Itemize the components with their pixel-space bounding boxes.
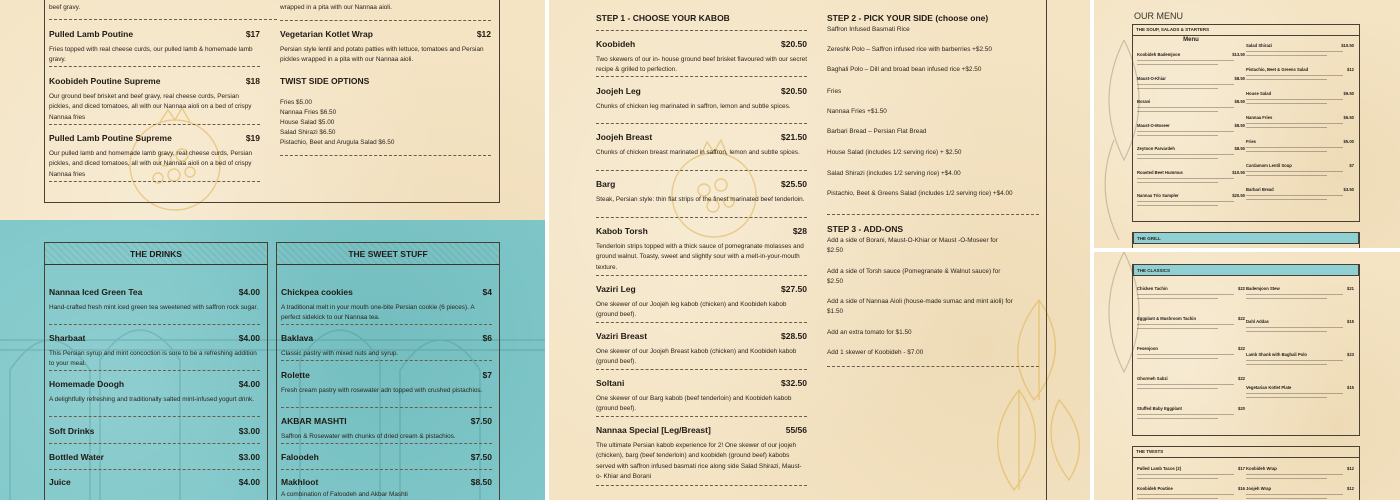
- twist-option: Nannaa Fries $6.50: [280, 109, 337, 116]
- item-desc-placeholder: [1137, 478, 1218, 480]
- item-price: 55/56: [785, 425, 807, 435]
- item-price: $10.50: [1232, 169, 1245, 175]
- item-price: $6: [482, 333, 492, 343]
- mini-menu-item: [1246, 43, 1354, 57]
- item-desc-placeholder: [1137, 354, 1234, 356]
- side-option: Barbari Bread – Persian Flat Bread: [827, 128, 927, 135]
- kabob-item: [596, 226, 807, 273]
- item-price: $8.50: [1234, 75, 1245, 81]
- item-name: Chickpea cookies: [281, 287, 353, 297]
- addon-option: Add a side of Nannaa Aioli (house-made sumac and mint aioli) for: [827, 298, 1013, 305]
- item-name: Vaziri Breast: [596, 331, 648, 341]
- item-desc: Persian style lentil and potato patties with lettuce, tomatoes and Persian pickles wrapped in a pita with our Nannaa aioli.: [280, 46, 484, 64]
- side-option: Salad Shirazi (includes 1/2 serving rice) +$4.00: [827, 170, 961, 177]
- item-desc-placeholder: [1137, 135, 1218, 137]
- mini-menu-item: [1137, 193, 1245, 207]
- item-desc-placeholder: [1246, 478, 1327, 480]
- mini-menu-item: [1137, 486, 1245, 500]
- item-name: Rolette: [281, 370, 310, 380]
- item-desc: Chunks of chicken breast marinated in saffron, lemon and subtle spices.: [596, 149, 800, 156]
- item-name: Nannaa Trio Sampler: [1137, 193, 1179, 198]
- item-desc-placeholder: [1246, 51, 1343, 53]
- item-price: $28: [792, 226, 807, 236]
- item-name: Koobideh Bademjoon: [1137, 52, 1181, 57]
- kabob-item: [596, 132, 807, 158]
- mini-menu-item: [1246, 352, 1354, 366]
- item-name: Bademjoon Stew: [1246, 286, 1280, 291]
- item-desc: A combination of Faloodeh and Akbar Mashti: [281, 491, 408, 498]
- item-desc-placeholder: [1137, 358, 1218, 360]
- item-desc-placeholder: [1246, 127, 1327, 129]
- item-name: Soft Drinks: [49, 426, 95, 436]
- item-price: $28.50: [781, 331, 807, 341]
- item-desc-placeholder: [1137, 158, 1218, 160]
- item-desc: Fresh cream pastry with rosewater adn topped with crushed pistachios.: [281, 387, 483, 394]
- item-desc-placeholder: [1137, 205, 1218, 207]
- item-desc-placeholder: [1246, 79, 1327, 81]
- item-desc-placeholder: [1246, 397, 1327, 399]
- item-desc-placeholder: [1137, 111, 1218, 113]
- addon-option: $1.50: [827, 308, 843, 315]
- side-option: Fries: [827, 88, 842, 95]
- twist-option: Pistachio, Beet and Arugula Salad $6.50: [280, 139, 395, 146]
- item-desc-placeholder: [1246, 298, 1327, 300]
- mini-menu-item: [1246, 139, 1354, 153]
- step1-title: STEP 1 - CHOOSE YOUR KABOB: [596, 13, 730, 23]
- our-menu-title: OUR MENU: [1134, 11, 1183, 21]
- item-name: Pistachio, Beet & Greens Salad: [1246, 67, 1309, 72]
- item-price: $12: [1347, 67, 1354, 72]
- side-option: Zereshk Polo – Saffron infused rice with barberries +$2.50: [827, 46, 992, 53]
- item-desc-placeholder: [1246, 364, 1327, 366]
- sweet-item: [281, 477, 492, 500]
- item-name: Stuffed Baby Eggplant: [1137, 406, 1182, 411]
- addon-option: $2.50: [827, 247, 843, 254]
- twist-option: Salad Shirazi $6.50: [280, 129, 336, 136]
- item-name: Lamb Shank with Baghali Polo: [1246, 352, 1307, 357]
- menu-panel-poutine-drinks: [0, 0, 545, 500]
- sweet-item: [281, 416, 492, 442]
- item-name: Koobideh: [596, 39, 636, 49]
- item-price: $12: [476, 29, 491, 39]
- item-name: Nannaa Special [Leg/Breast]: [596, 425, 711, 435]
- kabob-item: [596, 179, 807, 205]
- item-desc: Classic pastry with mixed nuts and syrup.: [281, 350, 399, 357]
- item-price: $3.50: [1343, 187, 1354, 192]
- item-desc-placeholder: [1246, 151, 1327, 153]
- item-name: Pulled Lamb Poutine: [49, 29, 134, 39]
- item-price: $21: [1347, 286, 1354, 291]
- item-price: $22: [1238, 346, 1245, 351]
- item-name: Vegetarian Kotlet Wrap: [280, 29, 373, 39]
- item-name: Barbari Bread: [1246, 187, 1274, 192]
- mini-menu-item: [1137, 52, 1245, 66]
- item-price: $23: [1347, 352, 1354, 357]
- item-price: $27.50: [781, 284, 807, 294]
- mini-menu-item: [1246, 385, 1354, 399]
- menu-overview-page-bottom: [1094, 252, 1400, 500]
- item-price: $7.50: [470, 452, 492, 462]
- mini-menu-item: [1137, 170, 1245, 184]
- item-desc-placeholder: [1137, 414, 1234, 416]
- item-desc-placeholder: [1246, 474, 1343, 476]
- mini-menu-item: [1137, 406, 1245, 420]
- item-price: $7: [1349, 163, 1354, 168]
- item-price: $20: [1238, 406, 1245, 411]
- item-desc: Hand-crafted fresh mint iced green tea sweetened with saffron rock sugar.: [49, 304, 259, 311]
- kabob-item: [596, 39, 807, 76]
- item-desc-placeholder: [1246, 103, 1327, 105]
- item-name: Koobideh Poutine Supreme: [49, 76, 161, 86]
- item-name: House Salad: [1246, 91, 1272, 96]
- item-price: $22: [1238, 316, 1245, 321]
- menu-item-pulled-lamb-poutine-supreme: [49, 133, 260, 180]
- item-price: $8.50: [470, 477, 492, 487]
- item-desc-placeholder: [1137, 494, 1234, 496]
- item-name: Sharbaat: [49, 333, 86, 343]
- addon-option: $2.50: [827, 278, 843, 285]
- item-name: Roasted Beet Hummus: [1137, 169, 1183, 175]
- item-price: $10.50: [1341, 43, 1354, 48]
- mini-menu-item: [1246, 67, 1354, 81]
- item-desc-placeholder: [1246, 294, 1343, 296]
- item-desc-placeholder: [1137, 84, 1234, 86]
- item-desc-placeholder: [1246, 99, 1343, 101]
- mini-menu-item: [1246, 486, 1354, 500]
- item-price: $4: [482, 287, 492, 297]
- item-desc: Chunks of chicken leg marinated in saffron, lemon and subtle spices.: [596, 103, 791, 110]
- item-desc-placeholder: [1137, 201, 1234, 203]
- step2-title: STEP 2 - PICK YOUR SIDE (choose one): [827, 13, 989, 23]
- item-name: Maust-O-Khiar: [1137, 75, 1166, 81]
- item-desc: One skewer of our Joojeh leg kabob (chicken) and Koobideh kabob (ground beef).: [596, 301, 787, 319]
- item-desc-placeholder: [1137, 474, 1234, 476]
- mini-menu-item: [1137, 346, 1245, 360]
- twist-option: House Salad $5.00: [280, 119, 335, 126]
- grill-section: [1132, 232, 1360, 248]
- item-desc-placeholder: [1137, 324, 1234, 326]
- item-name: Ghormeh Sabzi: [1137, 376, 1168, 381]
- item-desc-placeholder: [1137, 131, 1234, 133]
- item-price: $20.50: [781, 86, 807, 96]
- item-desc-placeholder: [1246, 175, 1327, 177]
- sweet-item: [281, 287, 492, 324]
- kabob-item: [596, 425, 807, 483]
- item-desc: Two skewers of our in- house ground beef brisket flavoured with our secret recipe & grilled to perfection.: [596, 56, 807, 74]
- side-option: Saffron Infused Basmati Rice: [827, 26, 910, 33]
- item-name: Faloodeh: [281, 452, 319, 462]
- item-desc-placeholder: [1137, 328, 1218, 330]
- mini-menu-item: [1246, 286, 1354, 300]
- item-price: $4.00: [238, 379, 260, 389]
- item-price: $17: [245, 29, 260, 39]
- drink-item: [49, 426, 260, 436]
- kabob-item: [596, 331, 807, 368]
- sweet-item: [281, 370, 492, 396]
- item-desc-placeholder: [1137, 107, 1234, 109]
- drink-item: [49, 452, 260, 462]
- item-price: $15: [1347, 385, 1354, 390]
- mini-menu-item: [1246, 163, 1354, 177]
- item-desc-placeholder: [1137, 178, 1234, 180]
- item-name: Vaziri Leg: [596, 284, 636, 294]
- drink-item: [49, 477, 260, 487]
- item-desc-placeholder: [1137, 154, 1234, 156]
- item-name: Soltani: [596, 378, 625, 388]
- item-desc-placeholder: [1137, 418, 1218, 420]
- sweets-title: THE SWEET STUFF: [277, 243, 499, 265]
- item-desc-placeholder: [1246, 171, 1343, 173]
- item-name: Juice: [49, 477, 71, 487]
- addon-option: Add an extra tomato for $1.50: [827, 329, 912, 336]
- item-desc: Tenderloin strips topped with a thick sauce of pomegranate molasses and ground walnut. Toasty, sweet and slightly sour with a melt-in-your-mouth texture.: [596, 243, 804, 271]
- sweet-item: [281, 333, 492, 359]
- item-desc-placeholder: [1246, 393, 1343, 395]
- item-price: $17: [1238, 466, 1245, 471]
- item-name: Fries: [1246, 139, 1257, 144]
- mini-menu-item: [1137, 76, 1245, 90]
- drink-item: [49, 287, 260, 313]
- item-price: $22: [1238, 376, 1245, 381]
- item-desc-placeholder: [1137, 64, 1218, 66]
- item-price: $4.00: [238, 477, 260, 487]
- item-price: $8.50: [1234, 146, 1245, 151]
- drink-item: [49, 379, 260, 405]
- menu-item-pulled-lamb-poutine: [49, 29, 260, 66]
- item-price: $12: [1347, 486, 1354, 491]
- item-name: Cardamom Lentil Soup: [1246, 163, 1292, 168]
- item-desc-fragment: wrapped in a pita with our Nannaa aioli.: [280, 4, 392, 11]
- item-name: Koobideh Poutine: [1137, 486, 1173, 491]
- item-price: $3.00: [238, 452, 260, 462]
- mini-menu-item: [1137, 99, 1245, 113]
- item-price: $15: [1347, 319, 1354, 324]
- item-price: $8.50: [1234, 99, 1245, 104]
- item-desc-placeholder: [1246, 123, 1343, 125]
- drinks-title: THE DRINKS: [45, 243, 267, 265]
- item-name: Dahl Addas: [1246, 319, 1269, 324]
- menu-item-koobideh-poutine-supreme: [49, 76, 260, 123]
- item-desc-placeholder: [1246, 199, 1327, 201]
- item-desc: One skewer of our Joojeh Breast kabob (chicken) and Koobideh kabob (ground beef).: [596, 348, 797, 366]
- item-name: Maust-O-Moseer: [1137, 122, 1170, 128]
- item-desc-placeholder: [1246, 494, 1343, 496]
- mini-menu-item: [1137, 376, 1245, 390]
- mini-menu-item: [1137, 466, 1245, 480]
- item-name: Pulled Lamb Tacos (2): [1137, 466, 1182, 471]
- item-price: $13.50: [1232, 52, 1245, 57]
- item-price: $16: [1238, 486, 1245, 491]
- item-price: $20.50: [781, 39, 807, 49]
- item-name: Bottled Water: [49, 452, 104, 462]
- grill-bar: THE GRILL: [1133, 232, 1359, 244]
- item-desc-placeholder: [1246, 195, 1343, 197]
- item-desc-placeholder: [1246, 327, 1343, 329]
- menu-label: Menu: [1183, 37, 1199, 43]
- item-price: $7.50: [470, 416, 492, 426]
- item-desc-placeholder: [1137, 88, 1218, 90]
- item-price: $5.00: [1343, 139, 1354, 144]
- menu-panel-kabob-steps: [549, 0, 1090, 500]
- addon-option: Add 1 skewer of Koobideh - $7.00: [827, 349, 924, 356]
- mini-menu-item: [1137, 123, 1245, 137]
- addon-option: Add a side of Torsh sauce (Pomegranate & Walnut sauce) for: [827, 268, 1001, 275]
- item-desc-placeholder: [1137, 60, 1234, 62]
- item-desc: Steak, Persian style: thin flat strips of the finest marinated beef tenderloin.: [596, 196, 805, 203]
- item-price: $32.50: [781, 378, 807, 388]
- mini-menu-item: [1246, 466, 1354, 480]
- item-name: Salad Shirazi: [1246, 43, 1273, 48]
- item-price: $7: [482, 370, 492, 380]
- item-name: Joojeh Wrap: [1246, 486, 1272, 491]
- item-desc-placeholder: [1246, 331, 1327, 333]
- item-desc: Saffron & Rosewater with chunks of dried cream & pistachios.: [281, 433, 456, 440]
- item-desc: Our ground beef brisket and beef gravy, real cheese curds, Persian pickles, and diced tomatoes, all with our Nannaa aioli on a bed of crispy Nannaa fries: [49, 93, 252, 121]
- item-name: Baklava: [281, 333, 314, 343]
- drink-item: [49, 333, 260, 370]
- item-desc: A traditional melt in your mouth one-bite Persian cookie (6 pieces). A perfect sidekick to our Nannaa tea.: [281, 304, 475, 322]
- side-option: House Salad (includes 1/2 serving rice) + $2.50: [827, 149, 962, 156]
- item-name: Koobideh Wrap: [1246, 466, 1277, 471]
- item-desc-placeholder: [1246, 55, 1327, 57]
- side-option: Pistachio, Beet & Greens Salad (includes 1/2 serving rice) +$4.00: [827, 190, 1013, 197]
- item-price: $12: [1347, 466, 1354, 471]
- side-option: Baghali Polo – Dill and broad bean infused rice +$2.50: [827, 66, 982, 73]
- item-price: $4.00: [238, 333, 260, 343]
- item-name: Homemade Doogh: [49, 379, 125, 389]
- item-price: $19: [245, 133, 260, 143]
- sweet-item: [281, 452, 492, 462]
- item-name: Nannaa Iced Green Tea: [49, 287, 143, 297]
- item-desc: This Persian syrup and mint concoction is sure to be a refreshing addition to your meal.: [49, 350, 257, 368]
- item-desc-placeholder: [1246, 360, 1343, 362]
- item-name: Nannaa Fries: [1246, 115, 1273, 120]
- item-price: $9.50: [1343, 91, 1354, 96]
- item-desc: One skewer of our Barg kabob (beef tenderloin) and Koobideh kabob (ground beef).: [596, 395, 792, 413]
- item-price: $21.50: [781, 132, 807, 142]
- classics-bar: THE CLASSICS: [1133, 264, 1359, 276]
- item-price: $6.50: [1343, 115, 1354, 120]
- item-price: $22: [1238, 286, 1245, 291]
- twists-bar: THE TWISTS: [1133, 446, 1359, 458]
- item-name: Pulled Lamb Poutine Supreme: [49, 133, 172, 143]
- item-name: Fesenjoon: [1137, 346, 1158, 351]
- menu-item-vegetarian-kotlet-wrap: [280, 29, 491, 66]
- twist-option: Fries $5.00: [280, 99, 312, 106]
- item-name: Eggplant & Mushroom Tachin: [1137, 316, 1197, 321]
- item-desc: The ultimate Persian kabob experience for 2! One skewer of our joojeh (chicken), barg (beef tenderloin) and koobideh (ground beef) kabobs served with saffron infused basmati rice along side Salad Shirazi, Maust-o- Khiar and Borani: [596, 442, 802, 481]
- step3-title: STEP 3 - ADD-ONS: [827, 224, 904, 234]
- item-desc-placeholder: [1246, 75, 1343, 77]
- mini-menu-item: [1246, 115, 1354, 129]
- item-desc-placeholder: [1137, 182, 1218, 184]
- kabob-item: [596, 284, 807, 321]
- kabob-item: [596, 86, 807, 112]
- menu-overview-page-top: [1094, 0, 1400, 248]
- item-desc: Our pulled lamb and homemade lamb gravy, real cheese curds, Persian pickles, and diced tomatoes, all with our Nannaa aioli on a bed of crispy Nannaa fries: [49, 150, 253, 178]
- mini-menu-item: [1137, 286, 1245, 300]
- item-desc-placeholder: [1137, 298, 1218, 300]
- item-desc-placeholder: [1137, 384, 1234, 386]
- item-name: AKBAR MASHTI: [281, 416, 347, 426]
- item-name: Vegetarian Kotlet Plate: [1246, 385, 1292, 390]
- item-desc: Fries topped with real cheese curds, our pulled lamb & homemade lamb gravy.: [49, 46, 253, 64]
- twist-side-options-title: TWIST SIDE OPTIONS: [280, 76, 370, 86]
- side-option: Nannaa Fries +$1.50: [827, 108, 887, 115]
- kabob-item: [596, 378, 807, 415]
- item-name: Joojeh Leg: [596, 86, 641, 96]
- item-name: Joojeh Breast: [596, 132, 653, 142]
- mini-menu-item: [1137, 146, 1245, 160]
- soup-bar: THE SOUP, SALADS & STARTERS: [1133, 24, 1359, 36]
- mini-menu-item: [1246, 187, 1354, 201]
- item-price: $8.50: [1234, 122, 1245, 128]
- mini-menu-item: [1137, 316, 1245, 330]
- item-name: Borani: [1137, 99, 1151, 104]
- item-price: $20.50: [1232, 193, 1245, 198]
- item-name: Kabob Torsh: [596, 226, 648, 236]
- mini-menu-item: [1246, 91, 1354, 105]
- item-name: Chicken Tachin: [1137, 286, 1168, 291]
- item-price: $25.50: [781, 179, 807, 189]
- item-desc-placeholder: [1137, 294, 1234, 296]
- item-name: Zeytoon Parvardeh: [1137, 146, 1175, 151]
- item-name: Barg: [596, 179, 616, 189]
- item-desc-placeholder: [1137, 388, 1218, 390]
- item-price: $3.00: [238, 426, 260, 436]
- item-price: $4.00: [238, 287, 260, 297]
- addon-option: Add a side of Borani, Maust-O-Khiar or Maust -O-Moseer for: [827, 237, 998, 244]
- item-name: Makhloot: [281, 477, 319, 487]
- item-price: $18: [245, 76, 260, 86]
- item-desc: A delightfully refreshing and traditionally salted mint-infused yogurt drink.: [49, 396, 254, 403]
- item-desc-placeholder: [1246, 147, 1343, 149]
- item-desc-fragment: beef gravy.: [49, 4, 81, 11]
- mini-menu-item: [1246, 319, 1354, 333]
